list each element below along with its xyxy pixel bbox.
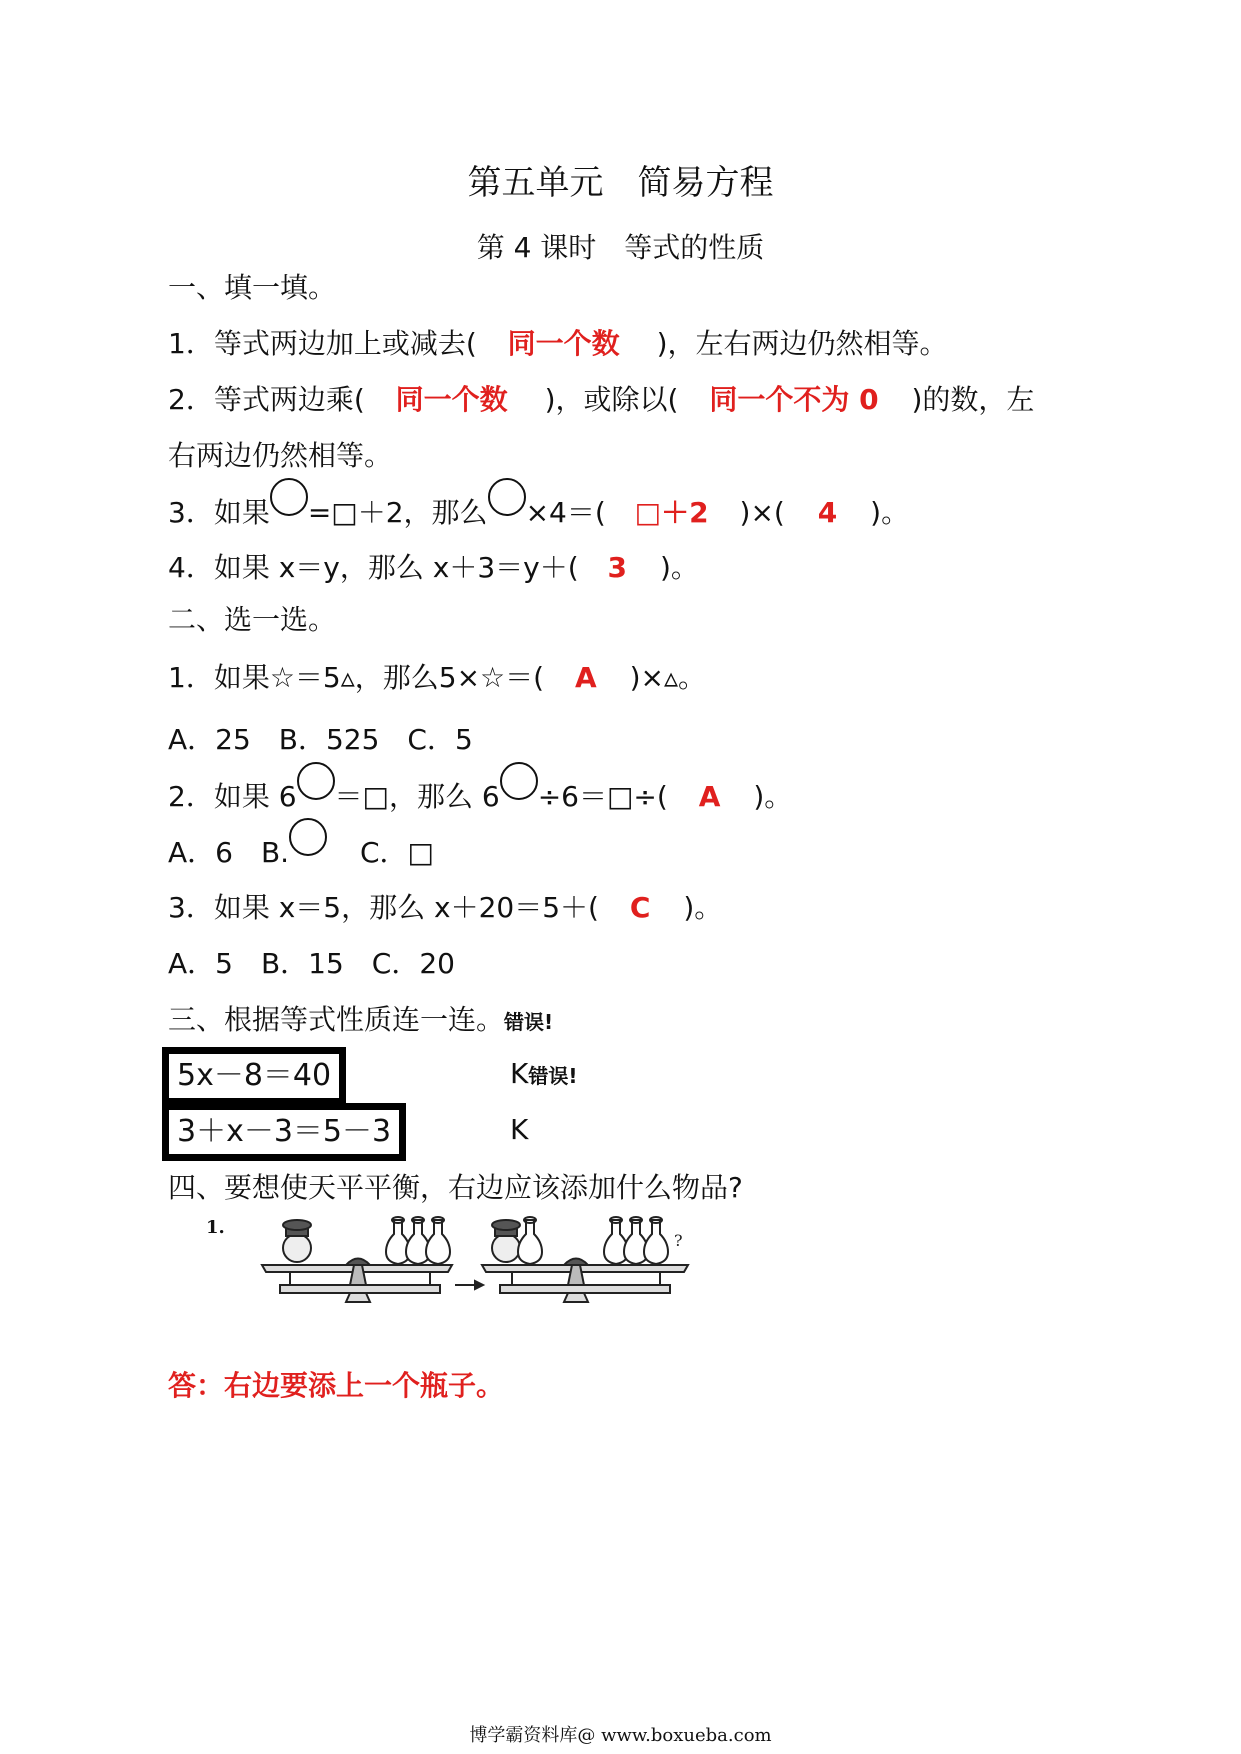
- s2-q3-options: A．5 B．15 C．20: [168, 947, 455, 980]
- jar-icon: [283, 1220, 311, 1262]
- section-2-heading: 二、选一选。: [168, 603, 337, 636]
- page-subtitle: 第 4 课时 等式的性质: [476, 231, 765, 264]
- section-4-heading: 四、要想使天平平衡，右边应该添加什么物品?: [168, 1171, 743, 1204]
- bottle-icon: [644, 1217, 668, 1264]
- circle-icon: [488, 478, 526, 516]
- error-note: 错误!: [528, 1064, 578, 1088]
- s1-question-2-cont: 右两边仍然相等。: [168, 439, 393, 472]
- s1-question-1: 1．等式两边加上或减去( 同一个数 )，左右两边仍然相等。: [168, 327, 948, 360]
- section-3-heading: 三、根据等式性质连一连。错误!: [168, 1003, 554, 1036]
- s1-q4-answer: 3: [607, 551, 628, 584]
- s2-q3-answer: C: [629, 891, 651, 924]
- circle-icon: [289, 818, 327, 856]
- jar-icon: [492, 1220, 520, 1262]
- s4-question-number: 1.: [206, 1217, 225, 1238]
- match-target-1: K错误!: [510, 1057, 578, 1090]
- s2-q2-answer: A: [698, 780, 721, 813]
- s1-q2-answer-1: 同一个数: [395, 383, 508, 416]
- page-title: 第五单元 简易方程: [467, 163, 774, 203]
- arrow-right-icon: [455, 1281, 483, 1289]
- section-1-heading: 一、填一填。: [168, 271, 337, 304]
- s1-q3-answer-1: □＋2: [634, 496, 709, 529]
- s1-q2-answer-2: 同一个不为 0: [709, 383, 879, 416]
- balance-scale-left: [262, 1217, 452, 1302]
- balance-scale-right: [482, 1217, 688, 1302]
- equation-box-2: 3＋x－3＝5－3: [162, 1103, 406, 1161]
- match-target-2: K: [510, 1113, 529, 1146]
- s4-answer: 答：右边要添上一个瓶子。: [168, 1369, 505, 1402]
- error-note: 错误!: [504, 1010, 554, 1034]
- s1-q1-answer: 同一个数: [507, 327, 620, 360]
- equation-box-1: 5x－8＝40: [162, 1047, 346, 1105]
- s1-question-3: 3．如果 =□＋2，那么 ×4＝( □＋2 )×( 4 )。: [168, 492, 909, 533]
- s1-question-4: 4．如果 x＝y，那么 x＋3＝y＋( 3 )。: [168, 551, 699, 584]
- s2-question-2: 2．如果 6 ＝□，那么 6 ÷6＝□÷( A )。: [168, 776, 792, 817]
- s2-question-1: 1．如果☆＝5▵，那么5×☆＝( A )×▵。: [168, 661, 707, 694]
- circle-icon: [270, 478, 308, 516]
- circle-icon: [297, 762, 335, 800]
- s2-q2-options: A．6 B. C．□: [168, 832, 434, 873]
- balance-scale-illustration: [250, 1210, 700, 1310]
- circle-icon: [500, 762, 538, 800]
- bottle-icon: [518, 1217, 542, 1264]
- s2-q1-answer: A: [575, 661, 597, 694]
- question-mark: ?: [674, 1231, 683, 1250]
- s2-q1-options: A．25 B．525 C．5: [168, 723, 473, 756]
- s1-q3-answer-2: 4: [817, 496, 838, 529]
- s2-question-3: 3．如果 x＝5，那么 x＋20＝5＋( C )。: [168, 891, 723, 924]
- footer-watermark: 博学霸资料库@ www.boxueba.com: [469, 1725, 772, 1746]
- bottle-icon: [426, 1217, 450, 1264]
- s1-question-2: 2．等式两边乘( 同一个数 )，或除以( 同一个不为 0 )的数，左: [168, 383, 1035, 416]
